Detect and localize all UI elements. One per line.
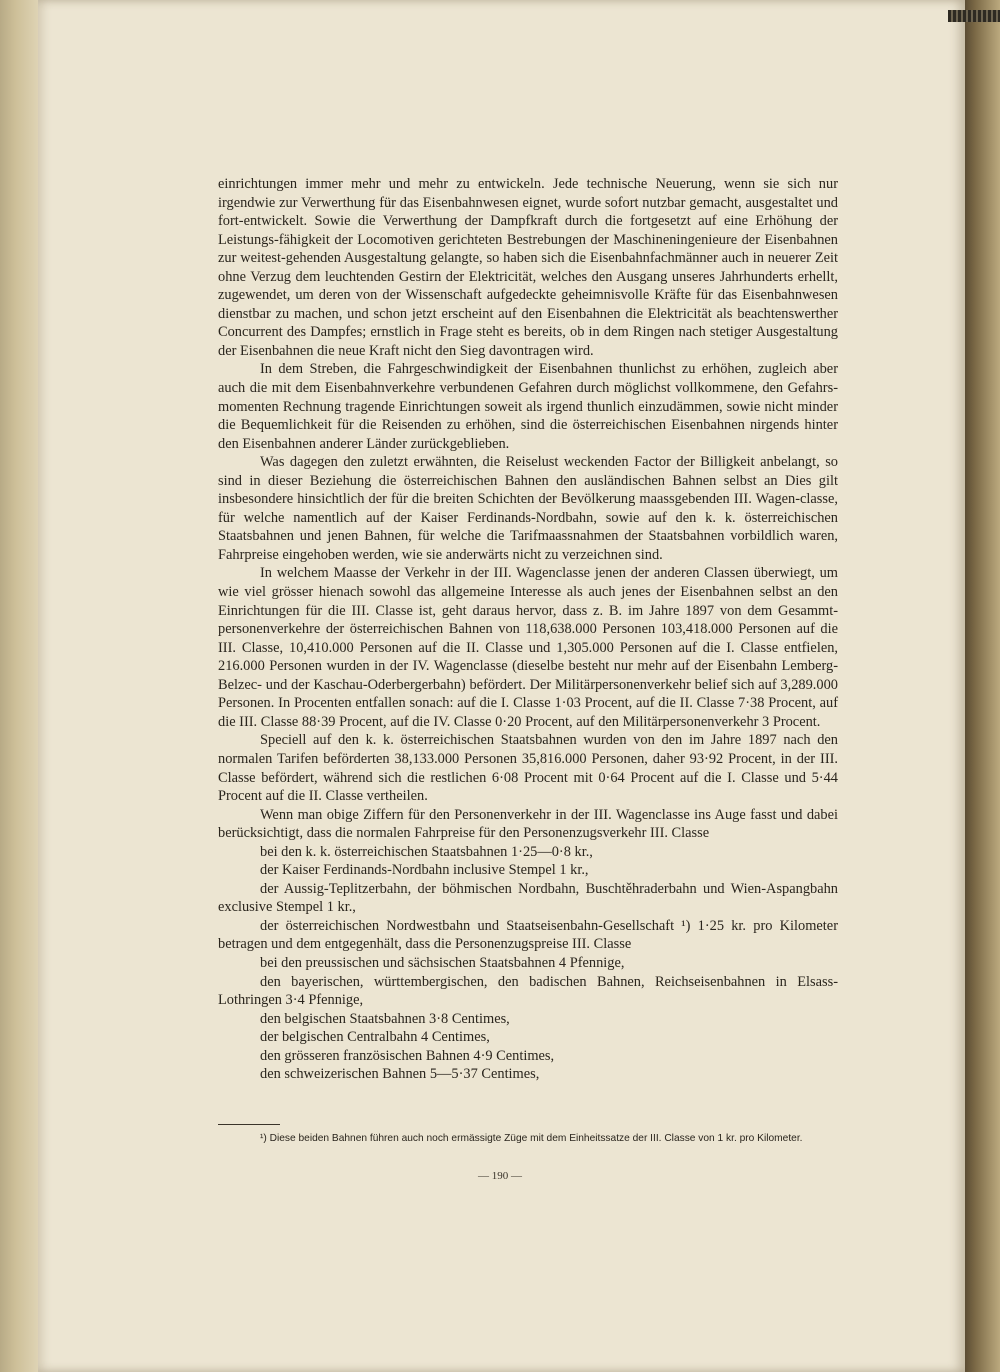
list-item: den grösseren französischen Bahnen 4·9 Centimes,: [260, 1047, 555, 1064]
page-number: — 190 —: [478, 1170, 522, 1182]
list-item: bei den preussischen und sächsischen Staatsbahnen 4 Pfennige,: [260, 954, 625, 971]
list-item: der Kaiser Ferdinands-Nordbahn inclusive Stempel 1 kr.,: [260, 862, 589, 879]
list-item: den belgischen Staatsbahnen 3·8 Centimes,: [260, 1010, 510, 1027]
list-item: den schweizerischen Bahnen 5—5·37 Centimes,: [260, 1066, 540, 1083]
paragraph: der österreichischen Nordwestbahn und Staatseisenbahn-Gesellschaft ¹) 1·25 kr. pro Kilometer betragen und dem entgegenhält, dass die Personenzugspreise III. Classe: [218, 917, 838, 953]
body-text: [218, 175, 838, 1084]
paragraph: Speciell auf den k. k. österreichischen Staatsbahnen wurden von den im Jahre 1897 nach den normalen Tarifen beförderten 38,133.000 Personen 35,816.000 Personen, daher 93·92 Procent, in der III. Classe befördert, während sich die restlichen 6·08 Procent mit 0·64 Procent auf die I. Classe und 5·44 Procent auf die II. Classe vertheilen.: [218, 732, 838, 805]
list-item: der Aussig-Teplitzerbahn, der böhmischen Nordbahn, Buschtěhraderbahn und Wien-Aspangbahn exclusive Stempel 1 kr.,: [218, 880, 838, 916]
footnote: ¹) Diese beiden Bahnen führen auch noch ermässigte Züge mit dem Einheitssatze der III. Classe von 1 kr. pro Kilometer.: [260, 1133, 803, 1144]
book-spine-right: [965, 0, 1000, 1372]
color-calibration-strip: [948, 10, 1000, 22]
list-item: den bayerischen, württembergischen, den badischen Bahnen, Reichseisenbahnen in Elsass-Lothringen 3·4 Pfennige,: [218, 973, 838, 1009]
list-item: der belgischen Centralbahn 4 Centimes,: [260, 1029, 490, 1046]
paragraph: Wenn man obige Ziffern für den Personenverkehr in der III. Wagenclasse ins Auge fasst und dabei berücksichtigt, dass die normalen Fahrpreise für den Personenzugsverkehr III. Classe: [218, 806, 838, 842]
paragraph: In dem Streben, die Fahrgeschwindigkeit der Eisenbahnen thunlichst zu erhöhen, zugleich aber auch die mit dem Eisenbahnverkehre verbundenen Gefahren durch möglichst vollkommene, den Gefahrs-momenten Rechnung tragende Einrichtungen soweit als irgend thunlich einzudämmen, sowie nicht minder die Bequemlichkeit für die Reisenden zu erhöhen, sind die österreichischen Eisenbahnen nirgends hinter den Eisenbahnen anderer Länder zurückgeblieben.: [218, 361, 838, 452]
paragraph: Was dagegen den zuletzt erwähnten, die Reiselust weckenden Factor der Billigkeit anbelangt, so sind in dieser Beziehung die österreichischen Bahnen den ausländischen Bahnen selbst an Dies gilt insbesondere hinsichtlich der für die breiten Schichten der Bevölkerung maassgebenden III. Wagen-classe, für welche namentlich auf der Kaiser Ferdinands-Nordbahn, sowie auf den k. k. österreichischen Staatsbahnen und jenen Bahnen, für welche die Tarifmaassnahmen der Staatsbahnen vorbildlich waren, Fahrpreise eingehoben werden, wie sie anderwärts nicht zu verzeichnen sind.: [218, 454, 838, 563]
footnote-rule: [218, 1124, 280, 1125]
book-gutter-left: [0, 0, 38, 1372]
paragraph: einrichtungen immer mehr und mehr zu entwickeln. Jede technische Neuerung, wenn sie sich nur irgendwie zur Verwerthung für das Eisenbahnwesen eignet, wurde sofort nutzbar gemacht, ausgestaltet und fort-entwickelt. Sowie die Verwerthung der Dampfkraft durch die fortgesetzt auf eine Erhöhung der Leistungs-fähigkeit der Locomotiven gerichteten Bestrebungen der Maschineningenieure der Eisenbahnen zur weitest-gehenden Ausgestaltung gelangte, so haben sich die Eisenbahnfachmänner auch in neuerer Zeit ohne Verzug dem leuchtenden Gestirn der Elektricität, welches den Ausgang unseres Jahrhunderts erhellt, zugewendet, um deren von der Wissenschaft aufgedeckte geheimnisvolle Kräfte für das Eisenbahnwesen dienstbar zu machen, und schon jetzt erscheint auf den Eisenbahnen die Elektricität als beachtenswerther Concurrent des Dampfes; ernstlich in Frage steht es bereits, ob in dem Ringen nach stetiger Ausgestaltung der Eisenbahnen die neue Kraft nicht den Sieg davontragen wird.: [218, 176, 838, 359]
list-item: bei den k. k. österreichischen Staatsbahnen 1·25—0·8 kr.,: [260, 843, 593, 860]
paragraph: In welchem Maasse der Verkehr in der III. Wagenclasse jenen der anderen Classen überwiegt, um wie viel grösser hienach sowohl das allgemeine Interesse als auch jenes der Eisenbahnen selbst an den Einrichtungen für die III. Classe ist, geht daraus hervor, dass z. B. im Jahre 1897 von dem Gesammt-personenverkehre der österreichischen Bahnen von 118,638.000 Personen 103,418.000 Personen auf die III. Classe, 10,410.000 Personen auf die II. Classe und 1,305.000 Personen auf die I. Classe entfielen, 216.000 Personen wurden in der IV. Wagenclasse (dieselbe besteht nur mehr auf der Eisenbahn Lemberg-Belzec- und der Kaschau-Oderbergerbahn) befördert. Der Militärpersonenverkehr belief sich auf 3,289.000 Personen. In Procenten entfallen sonach: auf die I. Classe 1·03 Procent, auf die II. Classe 7·38 Procent, auf die III. Classe 88·39 Procent, auf die IV. Classe 0·20 Procent, auf den Militärpersonenverkehr 3 Procent.: [218, 565, 838, 730]
